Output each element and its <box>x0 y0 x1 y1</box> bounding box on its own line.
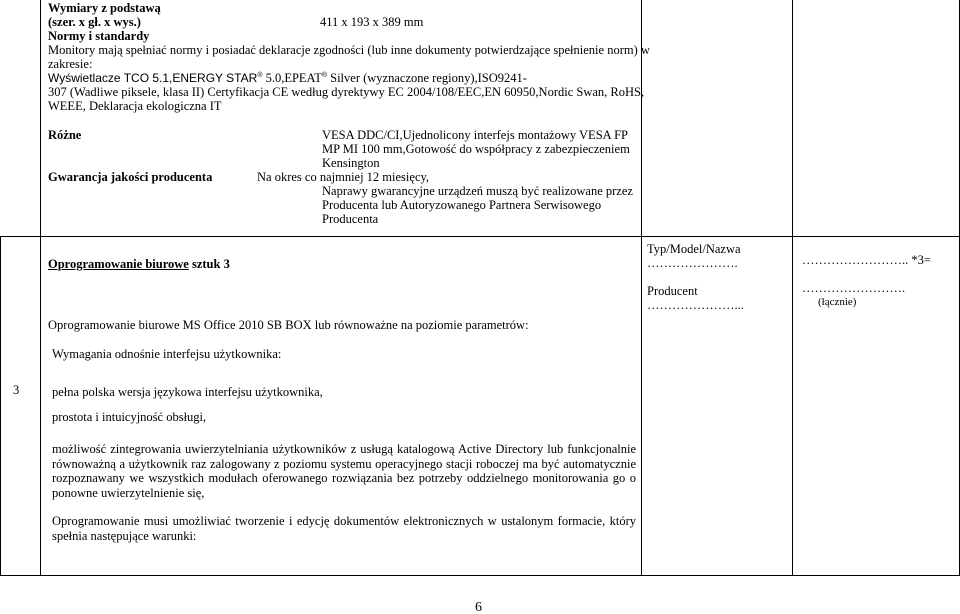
req-item-1: pełna polska wersja językowa interfejsu użytkownika, <box>52 385 323 399</box>
warranty-value-line3: Producenta lub Autoryzowanego Partnera Serwisowego <box>322 198 602 212</box>
producer-dots: …………………... <box>647 298 744 312</box>
misc-value-line3: Kensington <box>322 156 380 170</box>
warranty-value-line2: Naprawy gwarancyjne urządzeń muszą być realizowane przez <box>322 184 633 198</box>
row3-title <box>48 257 230 272</box>
table-left-border <box>40 0 41 576</box>
warranty-value-line4: Producenta <box>322 212 379 226</box>
norms-line2: zakresie: <box>48 57 93 71</box>
page-number: 6 <box>475 600 482 614</box>
total-label: (łącznie) <box>818 296 857 308</box>
registered-mark-2: ® <box>321 72 327 79</box>
norms-line3-c: Silver (wyznaczone regiony),ISO9241- <box>327 71 527 85</box>
norms-line1: Monitory mają spełniać normy i posiadać deklaracje zgodności (lub inne dokumenty potwierdzające spełnienie norm) w <box>48 43 650 57</box>
misc-value-line2: MP MI 100 mm,Gotowość do współpracy z zabezpieczeniem <box>322 142 630 156</box>
misc-label: Różne <box>48 128 82 142</box>
norms-line5: WEEE, Deklaracja ekologiczna IT <box>48 99 222 113</box>
type-dots: …………………. <box>647 256 738 270</box>
price-dots: …………………….. *3= <box>802 253 931 267</box>
req-item-3: możliwość zintegrowania uwierzytelniania użytkowników z usługą katalogową Active Directory lub funkcjonalnie równoważną a użytkownik raz zalogowany z poziomu systemu operacyjnego stacji roboczej ma być automatycznie rozpoznawany we wszystkich modułach oferowanego rozwiązania bez potrzeby oddzielnego monitorowania go o ponowne uwierzytelnienie się, <box>52 442 636 500</box>
row3-title-suffix: sztuk 3 <box>188 257 230 271</box>
row-divider <box>0 236 960 237</box>
total-dots: ……………………. <box>802 281 906 295</box>
row3-desc: Oprogramowanie biurowe MS Office 2010 SB BOX lub równoważne na poziomie parametrów: <box>48 318 529 332</box>
norms-line3 <box>48 71 527 86</box>
norms-line3-a: Wyświetlacze TCO 5.1,ENERGY STAR <box>48 71 258 85</box>
req-heading: Wymagania odnośnie interfejsu użytkownika: <box>52 347 282 361</box>
warranty-label: Gwarancja jakości producenta <box>48 170 213 184</box>
misc-value-line1: VESA DDC/CI,Ujednolicony interfejs montażowy VESA FP <box>322 128 629 142</box>
norms-line4: 307 (Wadliwe piksele, klasa II) Certyfikacja CE według dyrektywy EC 2004/108/EEC,EN 60950,Nordic Swan, RoHS, <box>48 85 645 99</box>
norms-heading: Normy i standardy <box>48 29 150 43</box>
req-item-2: prostota i intuicyjność obsługi, <box>52 410 207 424</box>
producer-label: Producent <box>647 284 698 298</box>
registered-mark: ® <box>257 72 263 79</box>
norms-line3-b: 5.0,EPEAT <box>262 71 322 85</box>
row-number: 3 <box>13 383 20 397</box>
table-inner-left-border <box>0 236 1 576</box>
dims-label-line1: Wymiary z podstawą <box>48 1 161 15</box>
dims-label-line2: (szer. x gł. x wys.) <box>48 15 141 29</box>
warranty-value-line1: Na okres co najmniej 12 miesięcy, <box>257 170 430 184</box>
table-bottom-border <box>0 575 960 576</box>
req-item-4: Oprogramowanie musi umożliwiać tworzenie i edycję dokumentów elektronicznych w ustalonym formacie, który spełnia następujące warunki: <box>52 514 636 543</box>
table-col-divider-2 <box>792 0 793 576</box>
dims-value: 411 x 193 x 389 mm <box>320 15 424 29</box>
type-label: Typ/Model/Nazwa <box>647 242 741 256</box>
row3-title-prefix: Oprogramowanie biurowe <box>48 257 189 271</box>
